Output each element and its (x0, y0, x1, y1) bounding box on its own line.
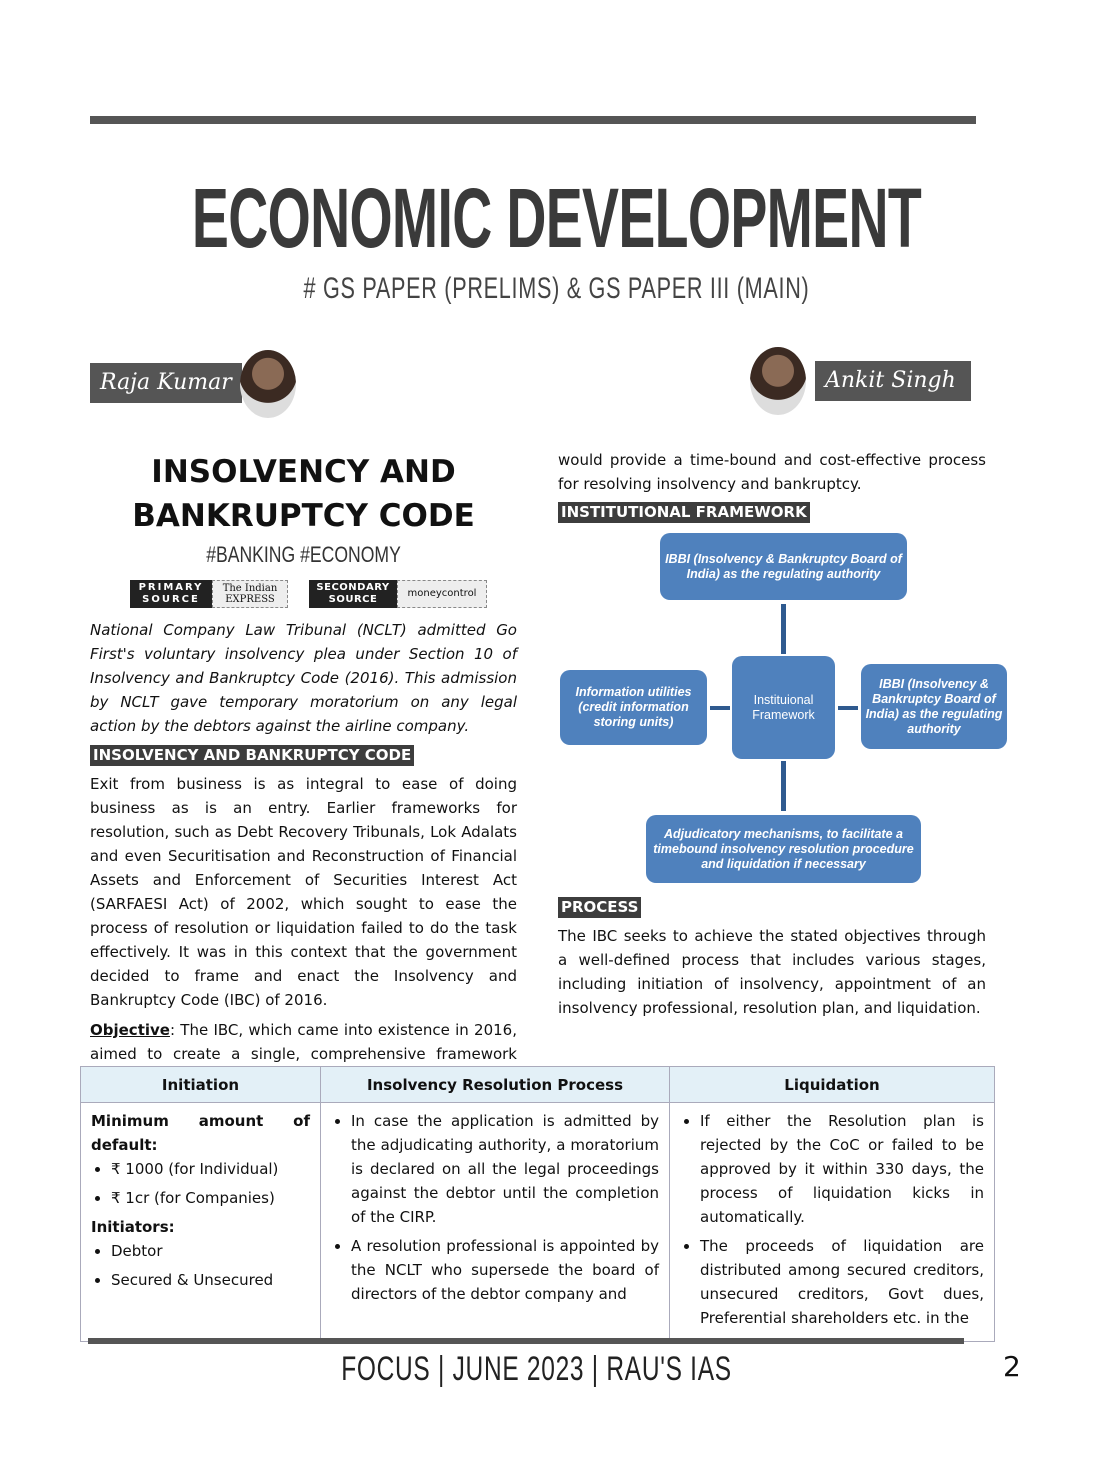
irp-cell (321, 1103, 670, 1342)
footer-text: FOCUS | JUNE 2023 | RAU'S IAS (341, 1350, 732, 1388)
primary-source-badge (130, 580, 288, 608)
objective-continued (558, 448, 986, 496)
author-avatar-right (750, 347, 806, 415)
objective-label: Objective (90, 1021, 170, 1039)
section-heading (558, 502, 810, 523)
top-divider (90, 116, 976, 124)
column-header: Insolvency Resolution Process (321, 1067, 670, 1103)
objective-body: : The IBC, which came into existence in 2016, aimed to create a single, comprehensive framework (90, 1021, 517, 1063)
objective-text (90, 1018, 517, 1066)
diagram-node-center: Instituional Framework (732, 656, 835, 759)
section-heading (90, 745, 414, 766)
section-heading (558, 897, 641, 918)
diagram-node-bottom: Adjudicatory mechanisms, to facilitate a timebound insolvency resolution procedure and liquidation if necessary (646, 815, 921, 883)
badge-label: PRIMARY SOURCE (130, 580, 212, 608)
list-item: • In case the application is admitted by the adjudicating authority, a moratorium is declared on all the legal proceedings against the debtor until the completion of the CIRP. (351, 1109, 659, 1229)
title-line: INSOLVENCY AND (151, 454, 456, 490)
column-header: Initiation (81, 1067, 321, 1103)
table-header-row (81, 1067, 995, 1103)
title-line: BANKRUPTCY CODE (132, 498, 475, 534)
initiators-label: Initiators: (91, 1218, 175, 1236)
diagram-node-top: IBBI (Insolvency & Bankruptcy Board of India) as the regulating authority (660, 533, 907, 600)
list-item: • The proceeds of liquidation are distributed among secured creditors, unsecured creditors, Govt dues, Preferential shareholders etc. in the (700, 1234, 984, 1330)
liquidation-cell (670, 1103, 995, 1342)
author-avatar-left (240, 350, 296, 418)
page-subtitle: # GS PAPER (PRELIMS) & GS PAPER III (MAIN) (303, 272, 810, 305)
author-tag-right: Ankit Singh (815, 361, 971, 401)
objective-continued-text: would provide a time-bound and cost-effective process for resolving insolvency and bankruptcy. (558, 451, 986, 493)
min-default-label: Minimum amount of default: (91, 1112, 310, 1154)
section-text: Exit from business is as integral to ease of doing business as is an entry. Earlier frameworks for resolution, such as Debt Recovery Tribunals, Lok Adalats and even Securitisation and Reconstruction of Financial Assets and Enforcement of Securities Interest Act (SARFAESI Act) of 2002, which sought to ease the process of resolution or liquidation failed to do the task effectively. It was in this context that the government decided to frame and enact the Insolvency and Bankruptcy Code (IBC) of 2016. (90, 775, 517, 1009)
author-tag-left: Raja Kumar (90, 363, 242, 403)
intro-text: National Company Law Tribunal (NCLT) admitted Go First's voluntary insolvency plea under Section 10 of Insolvency and Bankruptcy Code (2016). This admission by NCLT gave temporary moratorium on any legal action by the debtors against the airline company. (90, 621, 517, 735)
list-item: • A resolution professional is appointed by the NCLT who supersede the board of directors of the debtor company and (351, 1234, 659, 1306)
diagram-node-right: IBBI (Insolvency & Bankruptcy Board of India) as the regulating authority (861, 664, 1007, 749)
secondary-source-badge (309, 580, 487, 608)
list-item: • If either the Resolution plan is rejected by the CoC or failed to be approved by it within 330 days, the process of liquidation kicks in automatically. (700, 1109, 984, 1229)
list-item: • ₹ 1cr (for Companies) (111, 1186, 310, 1210)
list-item: • Secured & Unsecured (111, 1268, 310, 1292)
heading-label: PROCESS (558, 897, 641, 918)
table-row (81, 1103, 995, 1342)
badge-label: SECONDARY SOURCE (309, 580, 397, 608)
bottom-divider (88, 1338, 964, 1344)
column-header: Liquidation (670, 1067, 995, 1103)
diagram-node-left: Information utilities (credit information storing units) (560, 670, 707, 745)
ibc-process-table (80, 1066, 995, 1342)
badge-value: moneycontrol (397, 580, 487, 608)
list-item: • ₹ 1000 (for Individual) (111, 1157, 310, 1181)
page-number: 2 (1003, 1350, 1021, 1383)
article-title (90, 450, 517, 538)
list-item: • Debtor (111, 1239, 310, 1263)
initiation-cell (81, 1103, 321, 1342)
heading-label: INSOLVENCY AND BANKRUPTCY CODE (90, 745, 414, 766)
article-tags: #BANKING #ECONOMY (206, 542, 401, 567)
section-text: The IBC seeks to achieve the stated objectives through a well-defined process that includes various stages, including initiation of insolvency, appointment of an insolvency professional, resolution plan, and liquidation. (558, 927, 986, 1017)
badge-value: The Indian EXPRESS (212, 580, 288, 608)
page-title: ECONOMIC DEVELOPMENT (191, 171, 922, 265)
heading-label: INSTITUTIONAL FRAMEWORK (558, 502, 810, 523)
